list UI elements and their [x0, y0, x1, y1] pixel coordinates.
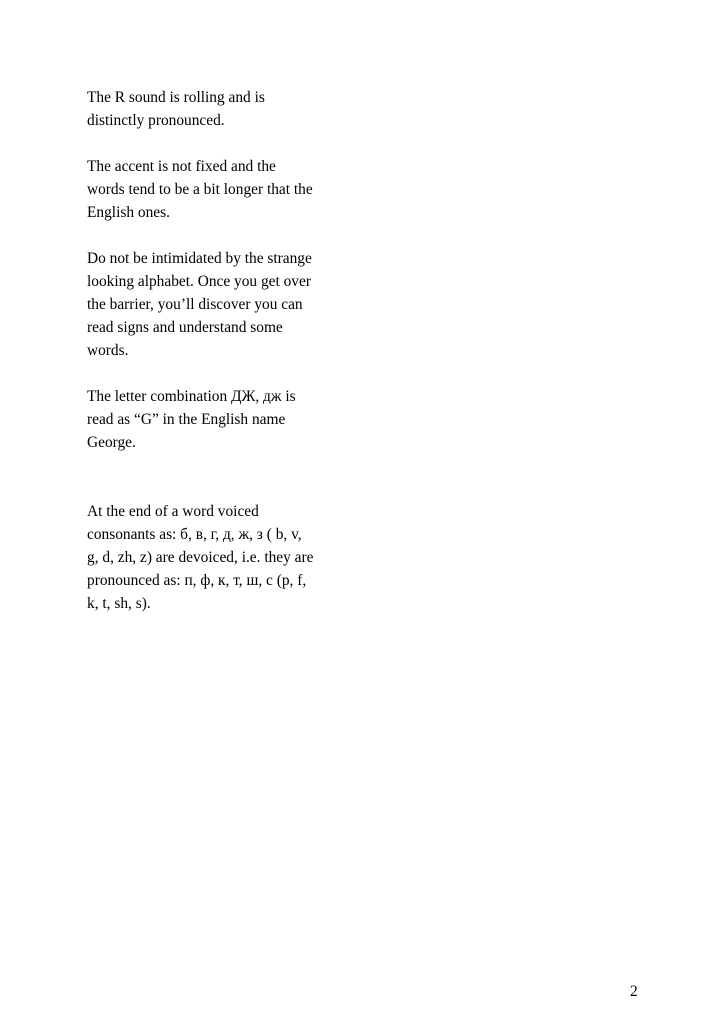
- paragraph-r-sound: The R sound is rolling and is distinctly pronounced.: [87, 89, 265, 129]
- text-column: [87, 86, 345, 638]
- paragraph-accent: The accent is not fixed and the words tend to be a bit longer that the English ones.: [87, 158, 313, 221]
- paragraph-letter-combination: The letter combination ДЖ, дж is read as “G” in the English name George.: [87, 388, 296, 451]
- paragraph-devoiced-consonants: At the end of a word voiced consonants as: б, в, г, д, ж, з ( b, v, g, d, zh, z) are devoiced, i.e. they are pronounced as: п, ф, к, т, ш, с (p, f, k, t, sh, s).: [87, 503, 314, 612]
- page-number: 2: [630, 983, 638, 1000]
- paragraph-alphabet: Do not be intimidated by the strange looking alphabet. Once you get over the barrier, you’ll discover you can read signs and understand some words.: [87, 250, 312, 359]
